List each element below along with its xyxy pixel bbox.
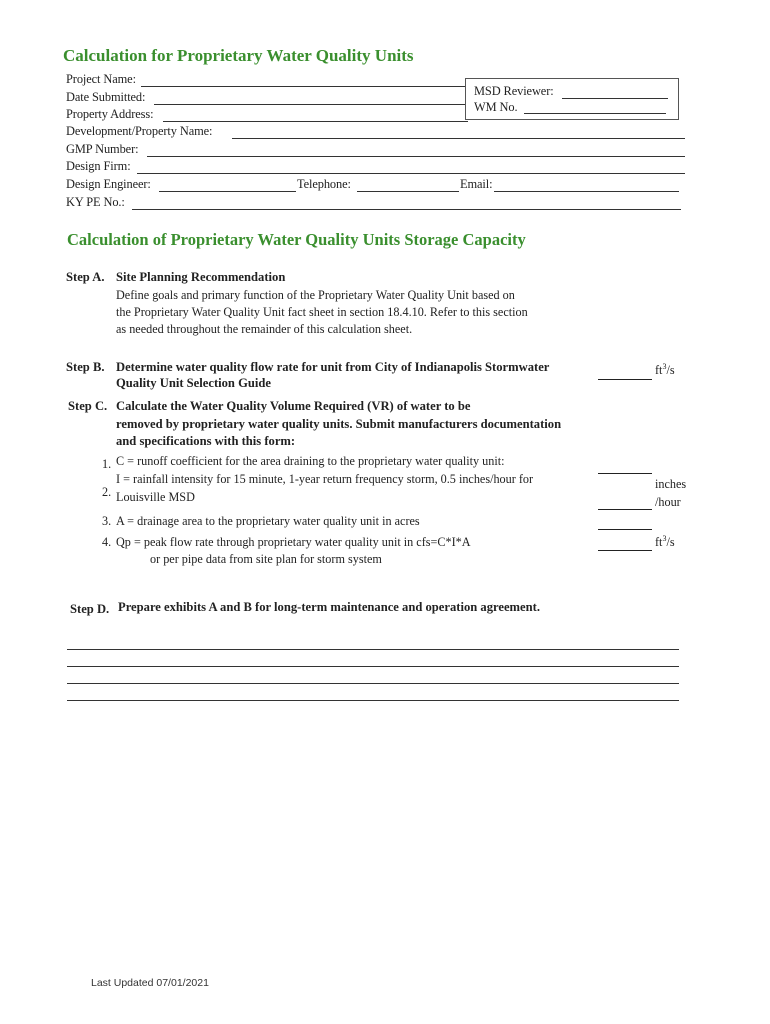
ky-pe-no-field[interactable] xyxy=(132,209,681,210)
step-c-heading-line: removed by proprietary water quality units. Submit manufacturers documentation xyxy=(116,417,562,431)
page-title: Calculation for Proprietary Water Quality Units xyxy=(63,46,414,65)
ky-pe-no-label: KY PE No.: xyxy=(66,195,125,209)
date-submitted-label: Date Submitted: xyxy=(66,90,146,104)
item-i-rainfall: I = rainfall intensity for 15 minute, 1-year return frequency storm, 0.5 inches/hour for xyxy=(116,472,534,486)
step-c-label: Step C. xyxy=(68,399,108,413)
step-d-notes-line[interactable] xyxy=(67,649,679,650)
item-number: 2. xyxy=(102,485,112,499)
property-address-field[interactable] xyxy=(163,121,468,122)
item-i-unit: inches xyxy=(655,477,687,491)
design-firm-label: Design Firm: xyxy=(66,159,131,173)
wm-no-label: WM No. xyxy=(474,100,518,114)
step-c-heading-line: and specifications with this form: xyxy=(116,434,296,448)
item-qp-unit: $ft^3/s$ xyxy=(655,534,675,550)
step-a-label: Step A. xyxy=(66,270,105,284)
step-c-heading-line: Calculate the Water Quality Volume Required (VR) of water to be xyxy=(116,399,471,413)
item-qp-peak-flow: Qp = peak flow rate through proprietary water quality unit in cfs=C*I*A xyxy=(116,535,471,549)
gmp-number-label: GMP Number: xyxy=(66,142,139,156)
email-field[interactable] xyxy=(494,191,679,192)
item-qp-peak-flow-cont: or per pipe data from site plan for storm system xyxy=(150,552,382,566)
last-updated: Last Updated 07/01/2021 xyxy=(91,977,209,989)
item-c-coefficient: C = runoff coefficient for the area draining to the proprietary water quality unit: xyxy=(116,454,505,468)
msd-reviewer-label: MSD Reviewer: xyxy=(474,84,554,98)
item-i-unit-per-hour: /hour xyxy=(655,495,681,509)
gmp-number-field[interactable] xyxy=(147,156,685,157)
step-d-label: Step D. xyxy=(70,602,110,616)
development-property-name-label: Development/Property Name: xyxy=(66,124,213,138)
property-address-label: Property Address: xyxy=(66,107,154,121)
item-number: 3. xyxy=(102,514,112,528)
item-qp-peak-flow-field[interactable] xyxy=(598,550,652,551)
telephone-field[interactable] xyxy=(357,191,459,192)
design-engineer-field[interactable] xyxy=(159,191,296,192)
item-number: 1. xyxy=(102,457,112,471)
development-property-name-field[interactable] xyxy=(232,138,685,139)
step-a-heading: Site Planning Recommendation xyxy=(116,270,286,284)
step-a-text-line: the Proprietary Water Quality Unit fact sheet in section 18.4.10. Refer to this section xyxy=(116,305,528,319)
wm-no-field[interactable] xyxy=(524,113,666,114)
step-b-heading-line: Quality Unit Selection Guide xyxy=(116,376,271,390)
msd-reviewer-box xyxy=(465,78,679,120)
project-name-field[interactable] xyxy=(141,86,468,87)
item-number: 4. xyxy=(102,535,112,549)
item-c-coefficient-field[interactable] xyxy=(598,473,652,474)
item-a-drainage-area: A = drainage area to the proprietary water quality unit in acres xyxy=(116,514,420,528)
step-d-notes-line[interactable] xyxy=(67,666,679,667)
section-title: Calculation of Proprietary Water Quality Units Storage Capacity xyxy=(67,230,526,249)
step-a-text-line: as needed throughout the remainder of this calculation sheet. xyxy=(116,322,413,336)
telephone-label: Telephone: xyxy=(297,177,351,191)
item-i-rainfall-field[interactable] xyxy=(598,509,652,510)
project-name-label: Project Name: xyxy=(66,72,136,86)
design-engineer-label: Design Engineer: xyxy=(66,177,151,191)
date-submitted-field[interactable] xyxy=(154,104,468,105)
step-d-notes-line[interactable] xyxy=(67,700,679,701)
item-i-rainfall-cont: Louisville MSD xyxy=(116,490,195,504)
step-b-heading-line: Determine water quality flow rate for unit from City of Indianapolis Stormwater xyxy=(116,360,550,374)
step-b-flow-rate-field[interactable] xyxy=(598,379,652,380)
step-d-heading: Prepare exhibits A and B for long-term maintenance and operation agreement. xyxy=(118,600,540,614)
email-label: Email: xyxy=(460,177,493,191)
item-a-drainage-area-field[interactable] xyxy=(598,529,652,530)
step-d-notes-line[interactable] xyxy=(67,683,679,684)
step-a-text-line: Define goals and primary function of the Proprietary Water Quality Unit based on xyxy=(116,288,515,302)
design-firm-field[interactable] xyxy=(137,173,685,174)
msd-reviewer-field[interactable] xyxy=(562,98,668,99)
step-b-label: Step B. xyxy=(66,360,105,374)
step-b-unit: $ft^3/s$ xyxy=(655,362,675,378)
